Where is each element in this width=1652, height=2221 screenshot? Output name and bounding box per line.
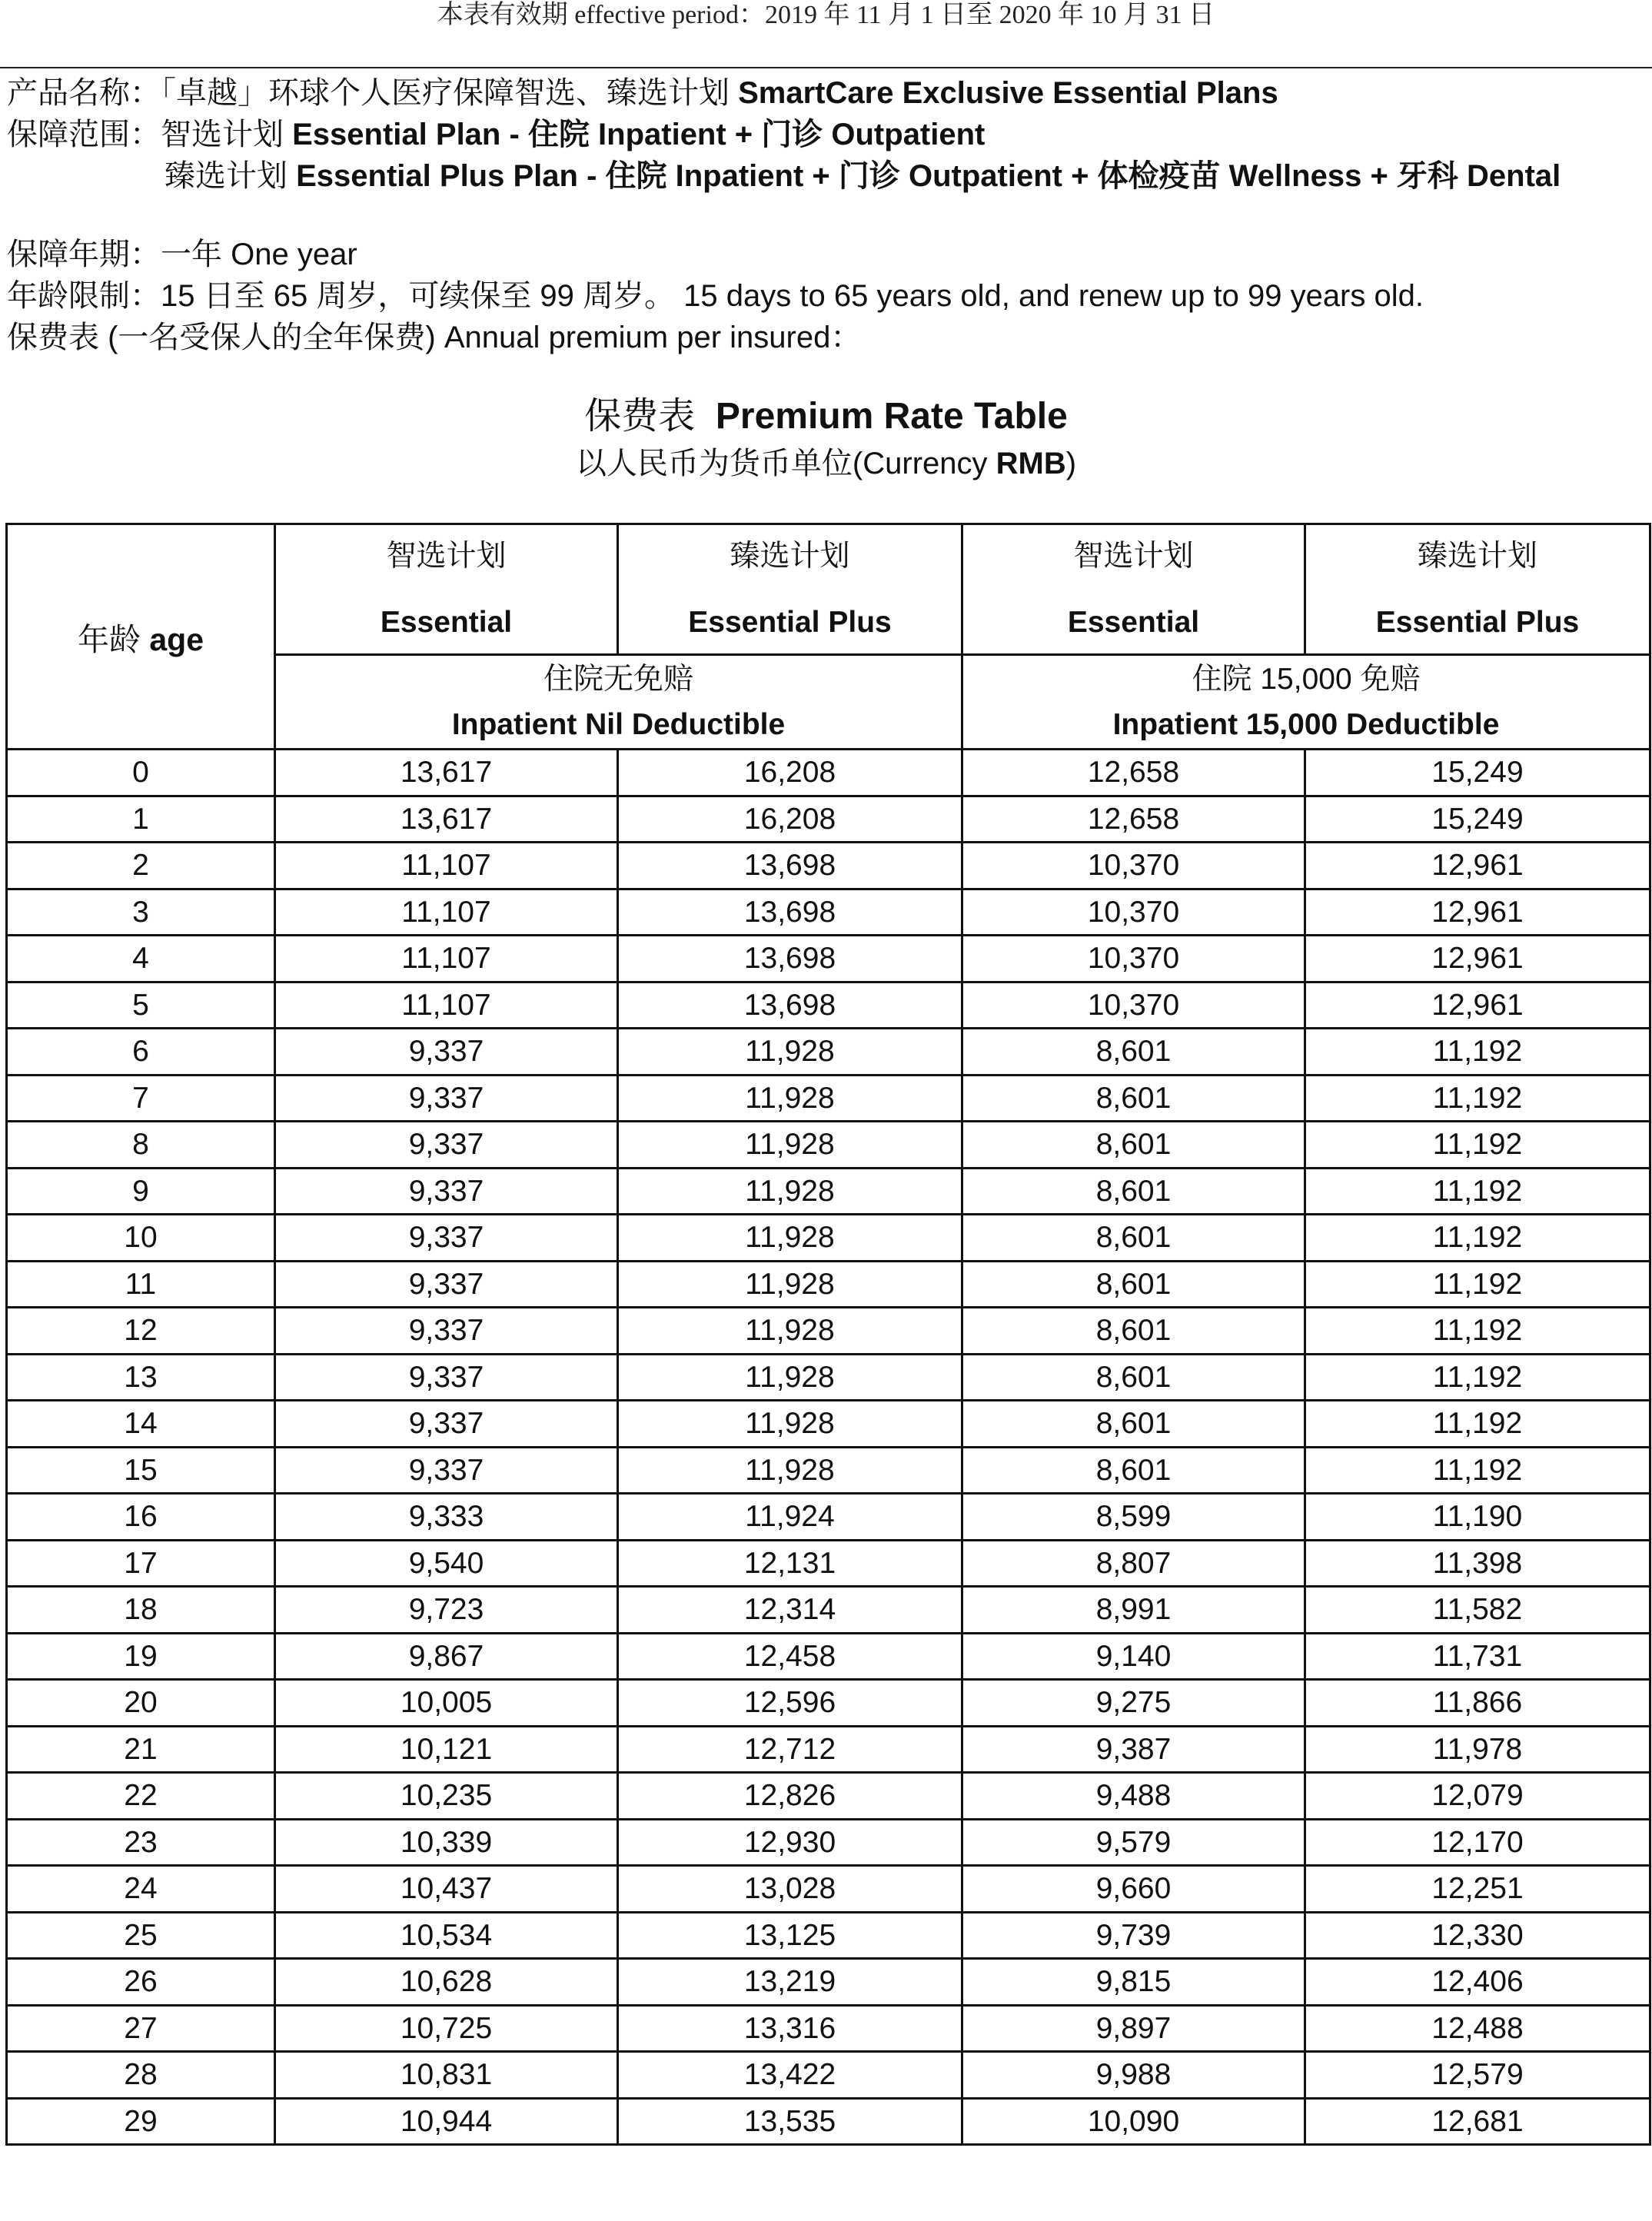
essential-plus-15000-cell: 12,406 [1305, 1959, 1650, 2006]
essential-plus-nil-cell: 13,422 [618, 2052, 962, 2099]
table-row [7, 1447, 1650, 1494]
essential-15000-cell: 8,601 [962, 1261, 1305, 1308]
age-cell: 27 [7, 2005, 275, 2052]
age-column-header [7, 524, 275, 750]
essential-15000-cell: 8,991 [962, 1587, 1305, 1634]
essential-plus-15000-cell: 12,579 [1305, 2052, 1650, 2099]
essential-plus-nil-cell: 16,208 [618, 796, 962, 843]
age-cell: 19 [7, 1633, 275, 1680]
essential-plus-15000-cell: 12,681 [1305, 2098, 1650, 2145]
plan-header-essential-nil [275, 524, 618, 655]
essential-nil-cell: 9,337 [275, 1029, 618, 1076]
table-row [7, 1587, 1650, 1634]
essential-plus-15000-cell: 12,170 [1305, 1819, 1650, 1866]
essential-nil-cell: 11,107 [275, 936, 618, 982]
essential-plus-15000-cell: 11,192 [1305, 1354, 1650, 1401]
age-cell: 5 [7, 982, 275, 1029]
table-title [0, 394, 1652, 440]
essential-nil-cell: 11,107 [275, 982, 618, 1029]
essential-15000-cell: 8,601 [962, 1168, 1305, 1215]
header-divider [0, 67, 1652, 68]
age-cell: 8 [7, 1122, 275, 1169]
essential-15000-cell: 8,601 [962, 1122, 1305, 1169]
premium-rate-table [5, 523, 1651, 2146]
plan-header-cn: 臻选计划 [730, 539, 850, 573]
plan-header-en: Essential [380, 605, 513, 639]
essential-plus-15000-cell: 11,398 [1305, 1540, 1650, 1587]
age-cell: 18 [7, 1587, 275, 1634]
currency-note [0, 444, 1652, 483]
table-row [7, 1726, 1650, 1773]
essential-nil-cell: 9,540 [275, 1540, 618, 1587]
table-row [7, 1633, 1650, 1680]
essential-15000-cell: 9,815 [962, 1959, 1305, 2006]
essential-15000-cell: 8,601 [962, 1354, 1305, 1401]
premium-note: 保费表 (一名受保人的全年保费) Annual premium per insured： [7, 321, 862, 354]
essential-plus-nil-cell: 11,928 [618, 1261, 962, 1308]
coverage-plus-detail: - 住院 Inpatient + 门诊 Outpatient + 体检疫苗 Wellness + 牙科 Dental [587, 159, 1561, 193]
table-title-cn: 保费表 [584, 396, 696, 437]
essential-plus-nil-cell: 11,924 [618, 1494, 962, 1541]
essential-plus-15000-cell: 11,978 [1305, 1726, 1650, 1773]
age-cell: 11 [7, 1261, 275, 1308]
essential-nil-cell: 10,121 [275, 1726, 618, 1773]
rate-table-body [7, 750, 1650, 2145]
essential-plus-nil-cell: 12,314 [618, 1587, 962, 1634]
essential-nil-cell: 9,867 [275, 1633, 618, 1680]
coverage-essential-detail: - 住院 Inpatient + 门诊 Outpatient [509, 118, 986, 151]
table-row [7, 1029, 1650, 1076]
essential-15000-cell: 8,601 [962, 1029, 1305, 1076]
essential-nil-cell: 9,333 [275, 1494, 618, 1541]
table-row [7, 1354, 1650, 1401]
essential-plus-nil-cell: 13,028 [618, 1866, 962, 1913]
essential-nil-cell: 10,628 [275, 1959, 618, 2006]
essential-nil-cell: 9,337 [275, 1075, 618, 1122]
essential-15000-cell: 8,601 [962, 1401, 1305, 1448]
essential-nil-cell: 9,337 [275, 1308, 618, 1355]
essential-plus-nil-cell: 12,712 [618, 1726, 962, 1773]
essential-nil-cell: 10,725 [275, 2005, 618, 2052]
essential-15000-cell: 10,370 [962, 843, 1305, 889]
essential-plus-nil-cell: 11,928 [618, 1401, 962, 1448]
age-cell: 16 [7, 1494, 275, 1541]
essential-plus-nil-cell: 13,535 [618, 2098, 962, 2145]
currency-code: RMB [996, 447, 1066, 480]
essential-plus-15000-cell: 11,731 [1305, 1633, 1650, 1680]
table-row [7, 1168, 1650, 1215]
age-cell: 21 [7, 1726, 275, 1773]
table-row [7, 796, 1650, 843]
deductible-header-cn: 住院无免赔 [543, 663, 693, 696]
essential-15000-cell: 10,090 [962, 2098, 1305, 2145]
essential-15000-cell: 12,658 [962, 750, 1305, 796]
essential-15000-cell: 10,370 [962, 982, 1305, 1029]
table-row [7, 1773, 1650, 1820]
essential-15000-cell: 9,660 [962, 1866, 1305, 1913]
age-cell: 0 [7, 750, 275, 796]
essential-nil-cell: 11,107 [275, 843, 618, 889]
essential-nil-cell: 11,107 [275, 889, 618, 936]
age-cell: 15 [7, 1447, 275, 1494]
plan-header-cn: 智选计划 [1073, 539, 1194, 573]
essential-15000-cell: 9,739 [962, 1912, 1305, 1959]
table-row [7, 1959, 1650, 2006]
table-row [7, 1261, 1650, 1308]
plan-header-essential-plus-nil [618, 524, 962, 655]
product-name-en: SmartCare Exclusive Essential Plans [738, 76, 1278, 110]
essential-plus-nil-cell: 12,930 [618, 1819, 962, 1866]
age-cell: 24 [7, 1866, 275, 1913]
essential-plus-nil-cell: 13,316 [618, 2005, 962, 2052]
age-cell: 28 [7, 2052, 275, 2099]
essential-plus-nil-cell: 13,698 [618, 982, 962, 1029]
essential-nil-cell: 10,005 [275, 1680, 618, 1727]
age-cell: 1 [7, 796, 275, 843]
essential-plus-15000-cell: 11,192 [1305, 1447, 1650, 1494]
table-row [7, 2052, 1650, 2099]
coverage-plus-cn: 臻选计划 [165, 159, 288, 193]
essential-plus-15000-cell: 11,192 [1305, 1215, 1650, 1262]
essential-nil-cell: 9,337 [275, 1447, 618, 1494]
essential-plus-15000-cell: 15,249 [1305, 750, 1650, 796]
age-cell: 6 [7, 1029, 275, 1076]
age-cell: 14 [7, 1401, 275, 1448]
essential-plus-15000-cell: 11,192 [1305, 1122, 1650, 1169]
deductible-header-nil [275, 655, 962, 750]
essential-plus-nil-cell: 12,458 [618, 1633, 962, 1680]
essential-plus-nil-cell: 11,928 [618, 1029, 962, 1076]
coverage-plus-en: Essential Plus Plan [296, 159, 578, 193]
table-row [7, 1540, 1650, 1587]
essential-plus-nil-cell: 11,928 [618, 1308, 962, 1355]
deductible-header-cn: 住院 15,000 免赔 [1192, 663, 1421, 696]
essential-15000-cell: 8,601 [962, 1215, 1305, 1262]
essential-nil-cell: 9,723 [275, 1587, 618, 1634]
essential-nil-cell: 9,337 [275, 1215, 618, 1262]
table-row [7, 889, 1650, 936]
plan-header-essential-15000 [962, 524, 1305, 655]
essential-nil-cell: 10,339 [275, 1819, 618, 1866]
table-row [7, 936, 1650, 982]
essential-plus-nil-cell: 13,219 [618, 1959, 962, 2006]
essential-plus-15000-cell: 12,079 [1305, 1773, 1650, 1820]
essential-15000-cell: 8,807 [962, 1540, 1305, 1587]
deductible-header-en: Inpatient Nil Deductible [451, 708, 786, 741]
essential-nil-cell: 13,617 [275, 796, 618, 843]
essential-15000-cell: 12,658 [962, 796, 1305, 843]
essential-plus-nil-cell: 11,928 [618, 1215, 962, 1262]
age-cell: 12 [7, 1308, 275, 1355]
age-cell: 3 [7, 889, 275, 936]
deductible-header-15000 [962, 655, 1650, 750]
essential-15000-cell: 9,488 [962, 1773, 1305, 1820]
essential-nil-cell: 9,337 [275, 1261, 618, 1308]
essential-plus-nil-cell: 11,928 [618, 1122, 962, 1169]
essential-plus-15000-cell: 12,488 [1305, 2005, 1650, 2052]
age-cell: 22 [7, 1773, 275, 1820]
essential-15000-cell: 9,275 [962, 1680, 1305, 1727]
essential-plus-nil-cell: 12,596 [618, 1680, 962, 1727]
table-row [7, 750, 1650, 796]
plan-header-row [7, 524, 1650, 655]
age-header-cn: 年龄 [77, 621, 141, 657]
essential-15000-cell: 9,140 [962, 1633, 1305, 1680]
essential-plus-15000-cell: 12,251 [1305, 1866, 1650, 1913]
plan-header-cn: 臻选计划 [1417, 539, 1537, 573]
coverage-label: 保障范围： [7, 118, 161, 151]
essential-nil-cell: 9,337 [275, 1168, 618, 1215]
essential-plus-nil-cell: 11,928 [618, 1168, 962, 1215]
age-cell: 23 [7, 1819, 275, 1866]
age-cell: 4 [7, 936, 275, 982]
essential-15000-cell: 8,601 [962, 1075, 1305, 1122]
essential-plus-15000-cell: 11,582 [1305, 1587, 1650, 1634]
table-row [7, 1401, 1650, 1448]
age-cell: 26 [7, 1959, 275, 2006]
essential-plus-15000-cell: 11,192 [1305, 1308, 1650, 1355]
age-cell: 10 [7, 1215, 275, 1262]
table-row [7, 982, 1650, 1029]
table-row [7, 843, 1650, 889]
table-row [7, 1308, 1650, 1355]
table-row [7, 2005, 1650, 2052]
essential-15000-cell: 9,387 [962, 1726, 1305, 1773]
essential-nil-cell: 10,944 [275, 2098, 618, 2145]
table-row [7, 1819, 1650, 1866]
table-row [7, 1494, 1650, 1541]
essential-15000-cell: 8,601 [962, 1447, 1305, 1494]
age-header-en: age [149, 621, 204, 657]
table-row [7, 1912, 1650, 1959]
essential-plus-15000-cell: 11,192 [1305, 1029, 1650, 1076]
currency-note-close: ) [1065, 447, 1077, 480]
table-row [7, 1122, 1650, 1169]
age-cell: 29 [7, 2098, 275, 2145]
table-row [7, 2098, 1650, 2145]
essential-plus-15000-cell: 11,866 [1305, 1680, 1650, 1727]
essential-plus-15000-cell: 12,961 [1305, 843, 1650, 889]
table-row [7, 1680, 1650, 1727]
essential-15000-cell: 10,370 [962, 936, 1305, 982]
essential-plus-15000-cell: 12,961 [1305, 982, 1650, 1029]
essential-15000-cell: 8,599 [962, 1494, 1305, 1541]
age-cell: 2 [7, 843, 275, 889]
product-label: 产品名称： [7, 76, 161, 110]
essential-15000-cell: 8,601 [962, 1308, 1305, 1355]
age-cell: 25 [7, 1912, 275, 1959]
essential-15000-cell: 9,579 [962, 1819, 1305, 1866]
coverage-essential-en: Essential Plan [292, 118, 501, 151]
essential-plus-nil-cell: 11,928 [618, 1354, 962, 1401]
essential-nil-cell: 9,337 [275, 1401, 618, 1448]
essential-plus-15000-cell: 12,961 [1305, 889, 1650, 936]
table-row [7, 1866, 1650, 1913]
age-cell: 9 [7, 1168, 275, 1215]
coverage-period: 保障年期：一年 One year [7, 238, 357, 271]
plan-header-en: Essential [1067, 605, 1200, 639]
coverage-essential-cn: 智选计划 [161, 118, 284, 151]
age-cell: 7 [7, 1075, 275, 1122]
essential-nil-cell: 13,617 [275, 750, 618, 796]
currency-note-cn: 以人民币为货币单位(Currency [575, 447, 996, 480]
age-cell: 17 [7, 1540, 275, 1587]
table-row [7, 1215, 1650, 1262]
essential-plus-15000-cell: 12,330 [1305, 1912, 1650, 1959]
table-title-en: Premium Rate Table [715, 396, 1068, 437]
plan-header-essential-plus-15000 [1305, 524, 1650, 655]
effective-period: 本表有效期 effective period：2019 年 11 月 1 日至 2020 年 10 月 31 日 [437, 1, 1215, 29]
table-row [7, 1075, 1650, 1122]
essential-plus-15000-cell: 12,961 [1305, 936, 1650, 982]
deductible-header-en: Inpatient 15,000 Deductible [1112, 708, 1500, 741]
plan-header-cn: 智选计划 [386, 539, 507, 573]
essential-plus-nil-cell: 13,125 [618, 1912, 962, 1959]
age-limit: 年龄限制：15 日至 65 周岁，可续保至 99 周岁。 15 days to 65 years old, and renew up to 99 years old. [7, 279, 1424, 313]
essential-plus-nil-cell: 13,698 [618, 889, 962, 936]
essential-plus-15000-cell: 11,192 [1305, 1168, 1650, 1215]
essential-plus-nil-cell: 12,131 [618, 1540, 962, 1587]
essential-15000-cell: 9,988 [962, 2052, 1305, 2099]
essential-plus-15000-cell: 15,249 [1305, 796, 1650, 843]
essential-plus-15000-cell: 11,192 [1305, 1401, 1650, 1448]
plan-header-en: Essential Plus [688, 605, 892, 639]
essential-plus-15000-cell: 11,192 [1305, 1075, 1650, 1122]
coverage-plus-line [165, 157, 1561, 195]
essential-nil-cell: 10,534 [275, 1912, 618, 1959]
essential-plus-nil-cell: 11,928 [618, 1075, 962, 1122]
product-name-line [7, 74, 1278, 112]
essential-nil-cell: 10,831 [275, 2052, 618, 2099]
essential-plus-nil-cell: 16,208 [618, 750, 962, 796]
plan-header-en: Essential Plus [1375, 605, 1580, 639]
age-cell: 20 [7, 1680, 275, 1727]
essential-plus-15000-cell: 11,192 [1305, 1261, 1650, 1308]
product-name-cn: 「卓越」环球个人医疗保障智选、臻选计划 [161, 76, 730, 110]
essential-plus-nil-cell: 13,698 [618, 936, 962, 982]
age-cell: 13 [7, 1354, 275, 1401]
essential-plus-nil-cell: 12,826 [618, 1773, 962, 1820]
essential-nil-cell: 10,235 [275, 1773, 618, 1820]
essential-nil-cell: 10,437 [275, 1866, 618, 1913]
essential-plus-nil-cell: 11,928 [618, 1447, 962, 1494]
coverage-essential-line [7, 115, 985, 154]
essential-plus-15000-cell: 11,190 [1305, 1494, 1650, 1541]
essential-nil-cell: 9,337 [275, 1122, 618, 1169]
essential-plus-nil-cell: 13,698 [618, 843, 962, 889]
essential-15000-cell: 9,897 [962, 2005, 1305, 2052]
essential-nil-cell: 9,337 [275, 1354, 618, 1401]
essential-15000-cell: 10,370 [962, 889, 1305, 936]
